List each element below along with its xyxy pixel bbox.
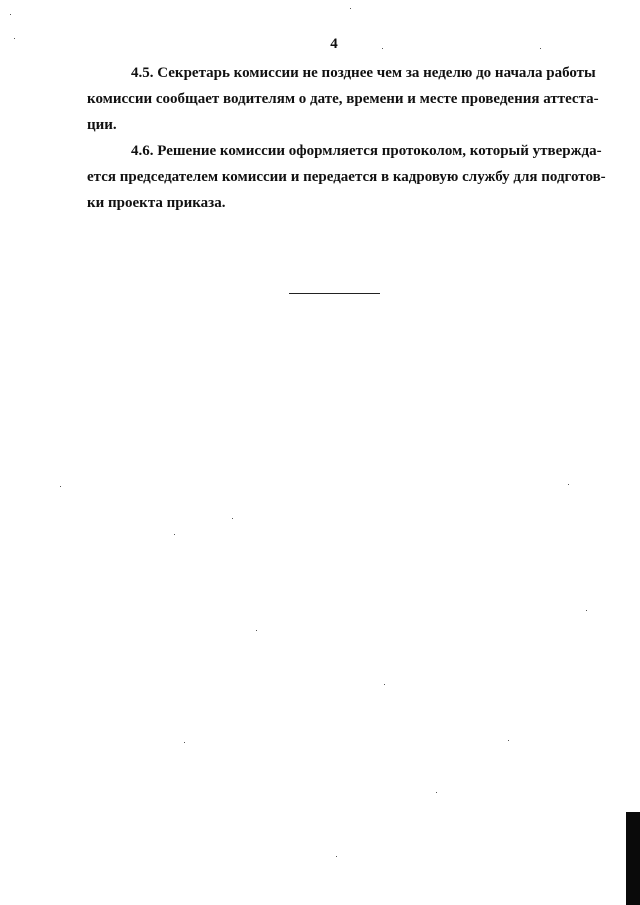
scan-speck: [568, 484, 569, 485]
scan-speck: [60, 486, 61, 487]
paragraph-4-5: [87, 60, 599, 138]
scan-speck: [436, 792, 437, 793]
scan-edge-bar: [626, 812, 640, 905]
page-number: 4: [330, 36, 338, 52]
paragraph-line: ется председателем комиссии и передается в кадровую службу для подготов-: [87, 169, 606, 185]
scan-speck: [174, 534, 175, 535]
paragraph-line: 4.5. Секретарь комиссии не позднее чем за неделю до начала работы: [131, 65, 596, 81]
scan-speck: [382, 48, 383, 49]
scan-speck: [540, 48, 541, 49]
scan-speck: [232, 518, 233, 519]
paragraph-line: 4.6. Решение комиссии оформляется протоколом, который утвержда-: [131, 143, 602, 159]
paragraph-line: ции.: [87, 117, 117, 133]
paragraph-line: ки проекта приказа.: [87, 195, 226, 211]
scan-speck: [586, 610, 587, 611]
scan-speck: [10, 14, 11, 15]
scan-speck: [14, 38, 15, 39]
end-of-text-rule: [289, 293, 380, 294]
scan-speck: [384, 684, 385, 685]
scan-speck: [350, 8, 351, 9]
scan-speck: [508, 740, 509, 741]
scan-speck: [256, 630, 257, 631]
scan-speck: [184, 742, 185, 743]
paragraph-4-6: [87, 138, 606, 216]
scan-speck: [336, 856, 337, 857]
paragraph-line: комиссии сообщает водителям о дате, времени и месте проведения аттеста-: [87, 91, 599, 107]
